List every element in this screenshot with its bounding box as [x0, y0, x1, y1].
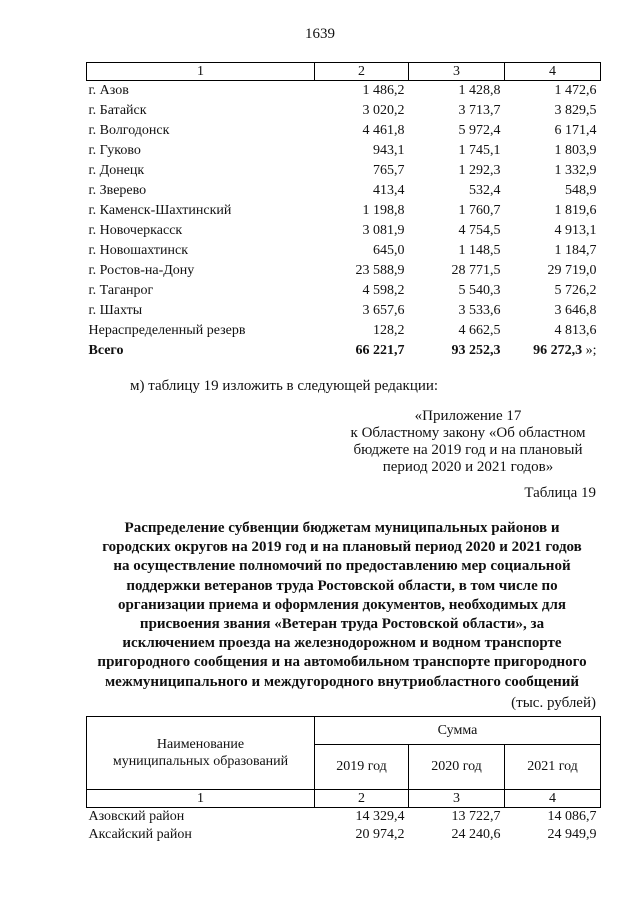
- column-number-2: 2: [315, 790, 409, 808]
- value-2021: 3 646,8: [554, 303, 597, 318]
- table-row: [87, 241, 601, 261]
- total-2020: 93 252,3: [451, 343, 501, 358]
- table-row: [87, 261, 601, 281]
- value-2020: 5 972,4: [458, 123, 501, 138]
- table-row: [87, 321, 601, 341]
- value-2020: 5 540,3: [458, 283, 501, 298]
- table-label: Таблица 19: [524, 485, 596, 501]
- municipality-name: г. Таганрог: [88, 283, 154, 298]
- appendix-line-4: период 2020 и 2021 годов»: [382, 459, 554, 475]
- table19-header-row-1: [87, 717, 601, 745]
- appendix-line-3: бюджете на 2019 год и на плановый: [353, 442, 583, 458]
- value-2020: 3 713,7: [458, 103, 501, 118]
- heading-line: исключением проезда на железнодорожном и водном транспорте: [122, 635, 562, 652]
- value-2020: 1 148,5: [458, 243, 501, 258]
- table-heading: [86, 519, 598, 692]
- column-municipality: [87, 717, 315, 790]
- units-label: (тыс. рублей): [511, 695, 596, 711]
- value-2020: 1 428,8: [458, 83, 501, 98]
- value-2019: 4 461,8: [362, 123, 405, 138]
- municipality-name: г. Каменск-Шахтинский: [88, 203, 232, 218]
- appendix-reference: [338, 408, 598, 476]
- value-2021: 3 829,5: [554, 103, 597, 118]
- value-2019: 1 198,8: [362, 203, 405, 218]
- heading-line: на осуществление полномочий по предоставлению мер социальной: [113, 558, 571, 575]
- value-2021: 1 332,9: [554, 163, 597, 178]
- value-2019: 20 974,2: [355, 827, 405, 842]
- value-2020: 13 722,7: [451, 809, 501, 824]
- table-row: [87, 181, 601, 201]
- value-2021: 24 949,9: [547, 827, 597, 842]
- column-number-2: 2: [315, 63, 409, 81]
- value-2019: 765,7: [373, 163, 405, 178]
- column-year-2021: 2021 год: [505, 745, 601, 790]
- table-row: [87, 121, 601, 141]
- value-2019: 3 081,9: [362, 223, 405, 238]
- table-row: [87, 81, 601, 102]
- table-row: [87, 808, 601, 827]
- table19-number-row: [87, 790, 601, 808]
- value-2021: 548,9: [565, 183, 597, 198]
- column-year-2020: 2020 год: [409, 745, 505, 790]
- value-2019: 3 657,6: [362, 303, 405, 318]
- heading-line: Распределение субвенции бюджетам муниципальных районов и: [124, 520, 560, 536]
- municipality-name: г. Азов: [88, 83, 129, 98]
- value-2020: 1 760,7: [458, 203, 501, 218]
- value-2021: 14 086,7: [547, 809, 597, 824]
- table-row: [87, 281, 601, 301]
- value-2021: 6 171,4: [554, 123, 597, 138]
- value-2021: 4 913,1: [554, 223, 597, 238]
- heading-line: присвоения звания «Ветеран труда Ростовской области», за: [139, 616, 545, 633]
- value-2021: 1 184,7: [554, 243, 597, 258]
- value-2019: 14 329,4: [355, 809, 405, 824]
- total-2019: 66 221,7: [355, 343, 405, 358]
- value-2020: 1 745,1: [458, 143, 501, 158]
- table-row: [87, 161, 601, 181]
- column-municipality-line-2: муниципальных образований: [112, 754, 289, 769]
- total-2021-value: 96 272,3: [533, 343, 583, 358]
- total-label: Всего: [88, 343, 124, 358]
- value-2021: 1 819,6: [554, 203, 597, 218]
- table-total-row: [87, 341, 601, 361]
- value-2020: 532,4: [469, 183, 501, 198]
- value-2020: 24 240,6: [451, 827, 501, 842]
- value-2021: 29 719,0: [547, 263, 597, 278]
- value-2019: 943,1: [373, 143, 405, 158]
- municipality-name: г. Батайск: [88, 103, 147, 118]
- value-2020: 4 662,5: [458, 323, 501, 338]
- table-row: [87, 221, 601, 241]
- closing-quote: »;: [582, 343, 597, 358]
- municipality-name: г. Новочеркасск: [88, 223, 183, 238]
- municipality-name: г. Гуково: [88, 143, 141, 158]
- table-row: [87, 101, 601, 121]
- table-row: [87, 141, 601, 161]
- total-2021: [505, 341, 601, 361]
- value-2020: 28 771,5: [451, 263, 501, 278]
- table-municipal-subsidies-continued: [86, 62, 601, 361]
- heading-line: организации приема и оформления документов, необходимых для: [117, 596, 567, 613]
- heading-line: городских округов на 2019 год и на плановый период 2020 и 2021 годов: [102, 539, 582, 556]
- value-2021: 1 803,9: [554, 143, 597, 158]
- value-2020: 1 292,3: [458, 163, 501, 178]
- page-number: 1639: [305, 26, 335, 42]
- municipality-name: г. Шахты: [88, 303, 143, 318]
- value-2019: 645,0: [373, 243, 405, 258]
- table-19: [86, 716, 601, 844]
- table-row: [87, 301, 601, 321]
- column-number-4: 4: [505, 790, 601, 808]
- column-year-2019: 2019 год: [315, 745, 409, 790]
- value-2020: 3 533,6: [458, 303, 501, 318]
- column-number-3: 3: [409, 63, 505, 81]
- column-municipality-line-1: Наименование: [156, 737, 245, 752]
- appendix-line-2: к Областному закону «Об областном: [350, 425, 586, 441]
- value-2019: 3 020,2: [362, 103, 405, 118]
- heading-line: межмуниципального и междугородного внутриобластного сообщений: [104, 673, 580, 690]
- table-row: [87, 201, 601, 221]
- value-2019: 413,4: [373, 183, 405, 198]
- municipality-name: г. Донецк: [88, 163, 145, 178]
- column-number-1: 1: [87, 790, 315, 808]
- appendix-line-1: «Приложение 17: [414, 408, 522, 424]
- municipality-name: г. Ростов-на-Дону: [88, 263, 195, 278]
- column-number-1: 1: [87, 63, 315, 81]
- municipality-name: Азовский район: [88, 809, 185, 824]
- table-row: [87, 826, 601, 844]
- column-number-4: 4: [505, 63, 601, 81]
- column-number-3: 3: [409, 790, 505, 808]
- value-2021: 4 813,6: [554, 323, 597, 338]
- value-2019: 128,2: [373, 323, 405, 338]
- value-2021: 1 472,6: [554, 83, 597, 98]
- value-2019: 23 588,9: [355, 263, 405, 278]
- municipality-name: Нераспределенный резерв: [88, 323, 246, 338]
- municipality-name: Аксайский район: [88, 827, 192, 842]
- value-2021: 5 726,2: [554, 283, 597, 298]
- municipality-name: г. Зверево: [88, 183, 147, 198]
- column-sum: Сумма: [315, 717, 601, 745]
- table-header-row: [87, 63, 601, 81]
- municipality-name: г. Волгодонск: [88, 123, 170, 138]
- amendment-paragraph: м) таблицу 19 изложить в следующей редакции:: [130, 378, 439, 394]
- value-2019: 4 598,2: [362, 283, 405, 298]
- heading-line: пригородного сообщения и на автомобильном транспорте пригородного: [97, 654, 587, 671]
- municipality-name: г. Новошахтинск: [88, 243, 189, 258]
- value-2019: 1 486,2: [362, 83, 405, 98]
- heading-line: поддержки ветеранов труда Ростовской области, в том числе по: [126, 577, 558, 594]
- value-2020: 4 754,5: [458, 223, 501, 238]
